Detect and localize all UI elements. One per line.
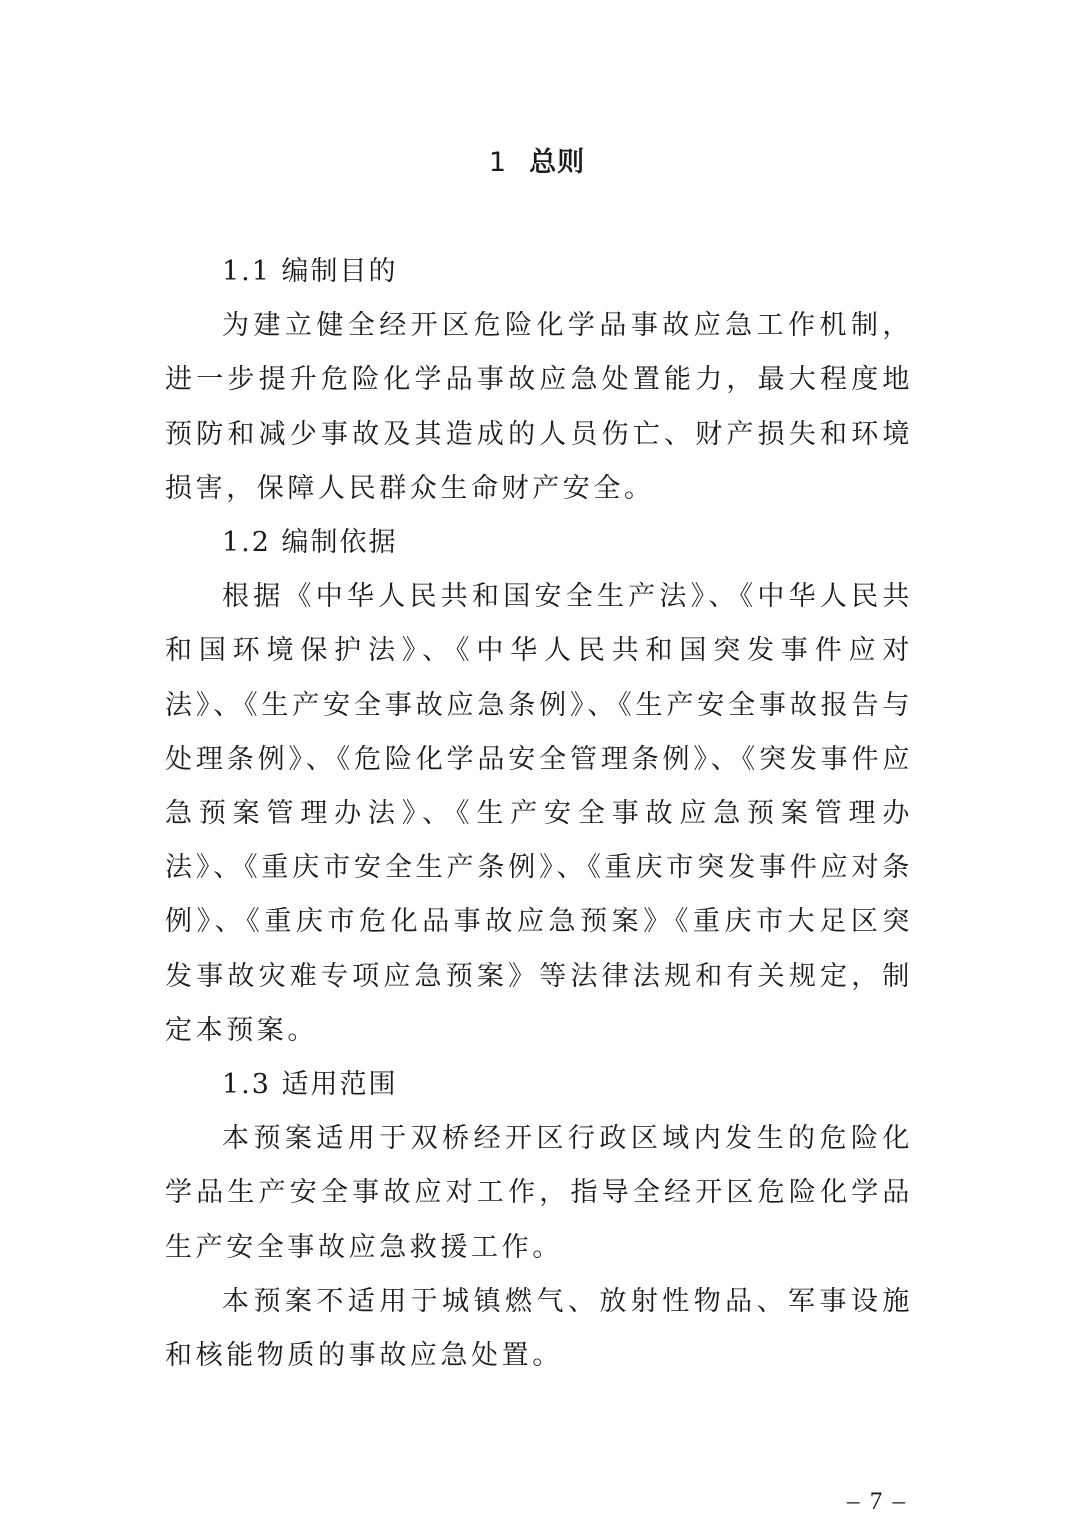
section-heading-1-3: 1.3 适用范围 [222,1069,398,1101]
chapter-number: 1 [488,147,508,178]
chapter-title [0,140,1074,179]
paragraph-purpose: 为建立健全经开区危险化学品事故应急工作机制，进一步提升危险化学品事故应急处置能力，最大程度地预防和减少事故及其造成的人员伤亡、财产损失和环境损害，保障人民群众生命财产安全。 [165,310,913,504]
paragraph-basis: 根据《中华人民共和国安全生产法》、《中华人民共和国环境保护法》、《中华人民共和国突发事件应对法》、《生产安全事故应急条例》、《生产安全事故报告与处理条例》、《危险化学品安全管理条例》、《突发事件应急预案管理办法》、《生产安全事故应急预案管理办法》、《重庆市安全生产条例》、《重庆市突发事件应对条例》、《重庆市危化品事故应急预案》《重庆市大足区突发事故灾难专项应急预案》等法律法规和有关规定，制定本预案。 [165,581,913,1046]
body-text [165,245,913,1383]
page-number: – 7 – [847,1488,907,1515]
chapter-title-text: 总则 [529,147,586,178]
paragraph-scope: 本预案适用于双桥经开区行政区域内发生的危险化学品生产安全事故应对工作，指导全经开区危险化学品生产安全事故应急救援工作。 [165,1123,913,1263]
section-heading-1-1: 1.1 编制目的 [222,256,398,287]
section-heading-1-2: 1.2 编制依据 [222,527,398,559]
paragraph-exclusions: 本预案不适用于城镇燃气、放射性物品、军事设施和核能物质的事故应急处置。 [165,1285,913,1372]
